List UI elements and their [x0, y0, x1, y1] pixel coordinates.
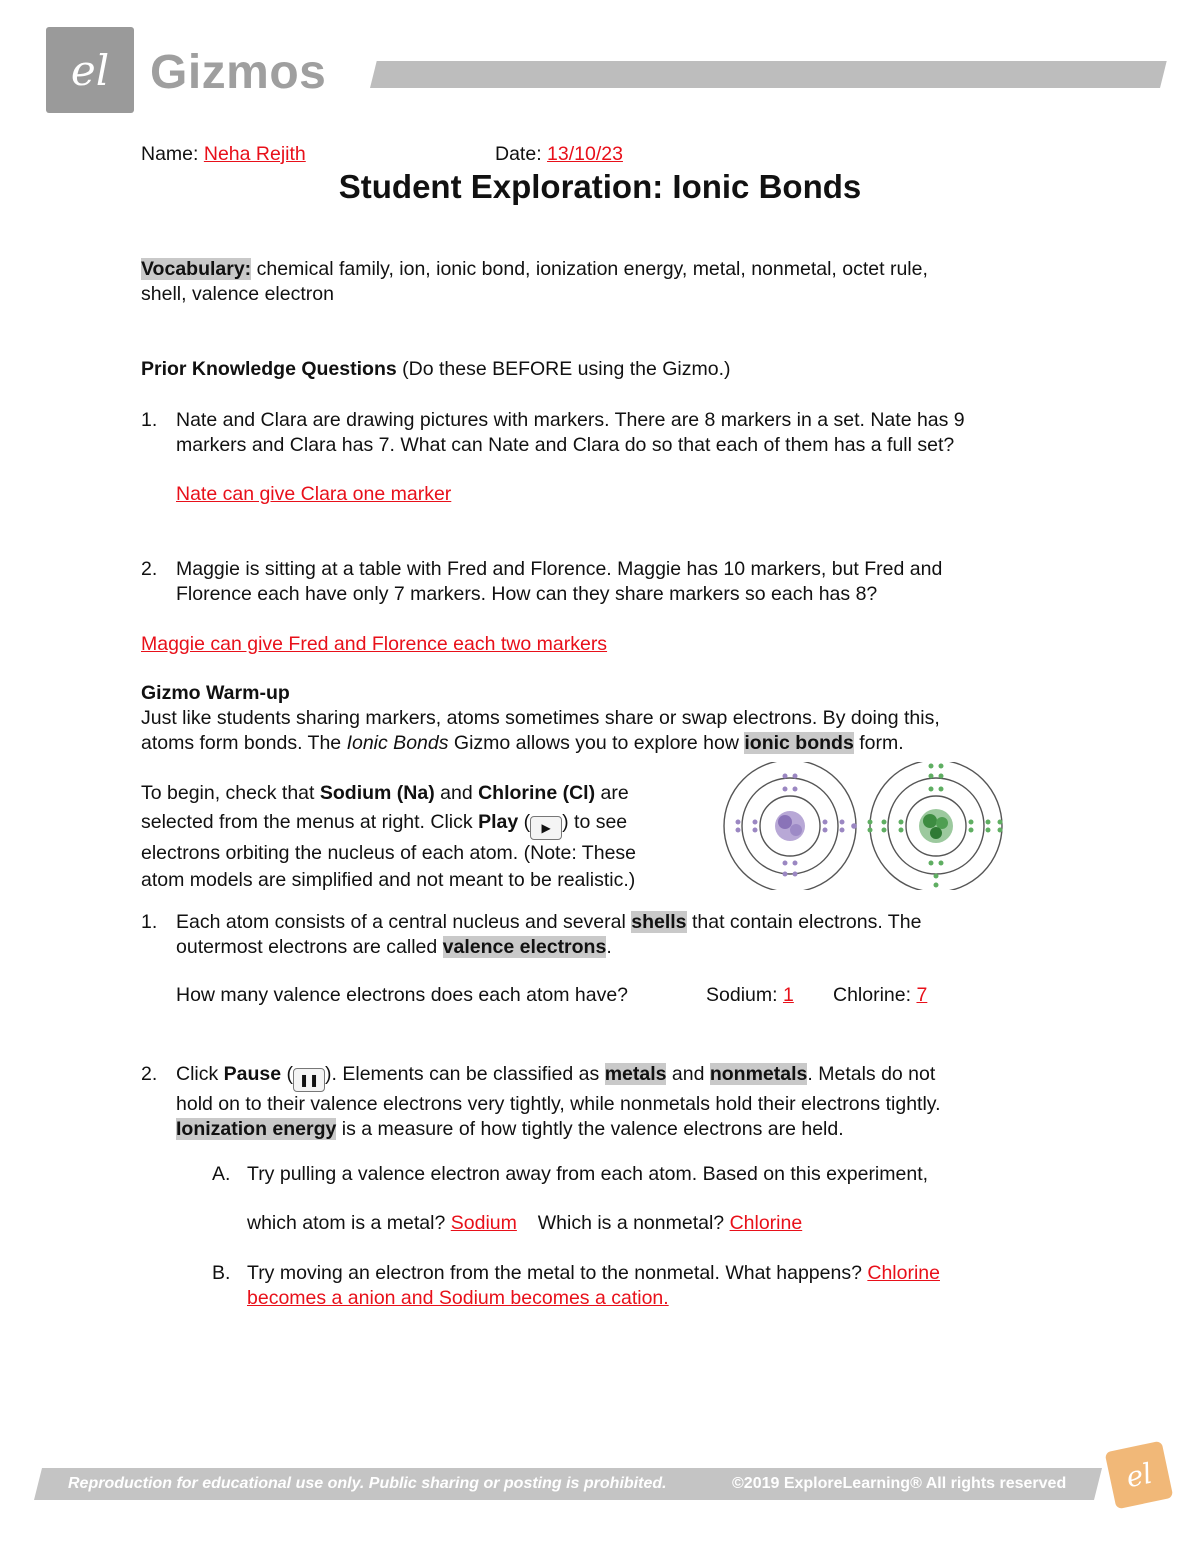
warmup-q1-num: 1.: [141, 911, 158, 933]
q2-pause: Pause: [223, 1063, 282, 1085]
valence-electrons-term: valence electrons: [442, 936, 607, 958]
begin-and: and: [434, 782, 479, 804]
chlorine-atom: [868, 762, 1003, 890]
q2-line3: is a measure of how tightly the valence electrons are held.: [336, 1118, 844, 1140]
prior-q1-num: 1.: [141, 409, 158, 431]
warmup-line2-a: atoms form bonds. The: [141, 732, 347, 754]
part-a-q1: which atom is a metal?: [247, 1212, 446, 1234]
warmup-line1: Just like students sharing markers, atoms sometimes share or swap electrons. By doing this,: [141, 707, 940, 729]
q2-a: Click: [176, 1063, 224, 1085]
nonmetals-term: nonmetals: [709, 1063, 808, 1085]
date-value: 13/10/23: [547, 143, 623, 165]
q2-and: and: [666, 1063, 710, 1085]
part-b-label: B.: [212, 1262, 231, 1284]
svg-text:el: el: [70, 46, 110, 95]
part-a-line1: Try pulling a valence electron away from each atom. Based on this experiment,: [247, 1163, 929, 1185]
prior-q1-line1: Nate and Clara are drawing pictures with markers. There are 8 markers in a set. Nate has 9: [176, 409, 965, 431]
part-a-q2: Which is a nonmetal?: [537, 1212, 725, 1234]
warmup-q2-num: 2.: [141, 1063, 158, 1085]
footer-el-logo: [1105, 1441, 1174, 1510]
sodium-label: Sodium:: [706, 984, 778, 1006]
prior-a2: Maggie can give Fred and Florence each two markers: [141, 633, 608, 655]
sodium-atom: [724, 762, 857, 890]
q1-c: outermost electrons are called: [176, 936, 443, 958]
page-title: Student Exploration: Ionic Bonds: [338, 168, 862, 205]
el-logo-icon: [1105, 1441, 1174, 1510]
q2-c: ). Elements can be classified as: [325, 1063, 605, 1085]
prior-q2-line2: Florence each have only 7 markers. How can they share markers so each has 8?: [176, 583, 878, 605]
q2-d: . Metals do not: [807, 1063, 936, 1085]
valence-question: How many valence electrons does each atom have?: [176, 984, 629, 1006]
ionization-energy-term: Ionization energy: [176, 1118, 337, 1140]
warmup-gizmo-name: Ionic Bonds: [346, 732, 449, 754]
part-b-a1: Chlorine: [867, 1262, 940, 1284]
atom-models-figure: [718, 762, 1010, 890]
footer-notice: Reproduction for educational use only. Public sharing or posting is prohibited.: [68, 1475, 667, 1492]
begin-chlorine: Chlorine (Cl): [478, 782, 596, 804]
q2-line2: hold on to their valence electrons very tightly, while nonmetals hold their electrons tightly.: [176, 1093, 941, 1115]
part-b-a2: becomes a anion and Sodium becomes a cation.: [247, 1287, 669, 1309]
warmup-q1: [176, 910, 1076, 960]
q1-b: that contain electrons. The: [686, 911, 922, 933]
prior-a1: Nate can give Clara one marker: [176, 483, 452, 505]
date-label: Date:: [495, 143, 542, 165]
name-label: Name:: [141, 143, 199, 165]
warmup-ionic-bonds-term: ionic bonds: [744, 732, 854, 754]
prior-q2-line1: Maggie is sitting at a table with Fred and Florence. Maggie has 10 markers, but Fred and: [176, 558, 943, 580]
prior-heading-note: (Do these BEFORE using the Gizmo.): [396, 358, 731, 380]
metals-term: metals: [604, 1063, 667, 1085]
prior-heading: Prior Knowledge Questions: [141, 358, 397, 380]
prior-q2: [176, 557, 1076, 607]
pause-icon: ❚❚: [293, 1068, 325, 1092]
begin-b: are: [595, 782, 629, 804]
warmup-begin: [141, 780, 701, 894]
name-value: Neha Rejith: [203, 143, 306, 165]
chlorine-label: Chlorine:: [833, 984, 912, 1006]
q2-b: (: [281, 1063, 294, 1085]
prior-q1: [176, 408, 1076, 458]
vocabulary-line2: shell, valence electron: [141, 283, 334, 305]
warmup-orbit: electrons orbiting the nucleus of each atom. (Note: These: [141, 842, 637, 864]
q1-d: .: [606, 936, 612, 958]
chlorine-value: 7: [916, 984, 928, 1006]
chlorine-answer: [833, 983, 927, 1008]
date-row: [495, 142, 623, 167]
prior-q1-line2: markers and Clara has 7. What can Nate and Clara do so that each of them has a full set?: [176, 434, 955, 456]
part-a-a2: Chlorine: [729, 1212, 803, 1234]
footer-copyright: ©2019 ExploreLearning® All rights reserved: [732, 1475, 1067, 1492]
sel-a: selected from the menus at right. Click: [141, 811, 479, 833]
q1-a: Each atom consists of a central nucleus and several: [176, 911, 632, 933]
name-row: [141, 142, 306, 167]
header-bar: [370, 61, 1167, 88]
sel-b: (: [518, 811, 531, 833]
begin-sodium: Sodium (Na): [319, 782, 435, 804]
sodium-answer: [706, 983, 794, 1008]
part-a-answers: [247, 1211, 802, 1236]
warmup-models: atom models are simplified and not meant to be realistic.): [141, 869, 636, 891]
warmup-intro: [141, 706, 1101, 756]
part-a-label: A.: [212, 1163, 231, 1185]
part-b: [247, 1261, 1087, 1311]
warmup-line2-b: Gizmo allows you to explore how: [448, 732, 745, 754]
sel-play: Play: [478, 811, 519, 833]
sodium-value: 1: [782, 984, 794, 1006]
warmup-line2-c: form.: [853, 732, 904, 754]
shells-term: shells: [631, 911, 687, 933]
vocabulary-block: [141, 257, 1101, 307]
play-icon: ▶: [530, 816, 562, 840]
prior-heading-row: [141, 357, 731, 382]
begin-a: To begin, check that: [141, 782, 320, 804]
gizmos-brand: Gizmos: [150, 46, 327, 99]
explorelearning-logo: [46, 27, 134, 113]
warmup-heading: Gizmo Warm-up: [141, 682, 290, 704]
warmup-q2: [176, 1062, 1076, 1142]
el-logo-icon: [46, 27, 134, 113]
part-a-a1: Sodium: [450, 1212, 517, 1234]
prior-q2-num: 2.: [141, 558, 158, 580]
sel-c: ) to see: [562, 811, 628, 833]
vocabulary-label: Vocabulary:: [141, 258, 252, 280]
part-b-line1: Try moving an electron from the metal to the nonmetal. What happens?: [247, 1262, 862, 1284]
vocabulary-line1: chemical family, ion, ionic bond, ionization energy, metal, nonmetal, octet rule,: [251, 258, 928, 280]
svg-text:el: el: [1123, 1456, 1156, 1495]
